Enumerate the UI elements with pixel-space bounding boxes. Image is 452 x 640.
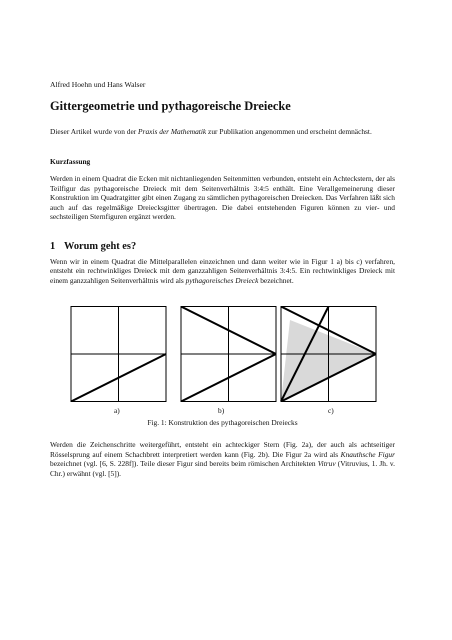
section-heading [50, 241, 136, 252]
note-after: zur Publikation angenommen und erscheint demnächst. [206, 127, 372, 136]
section-term: pythagoreisches Dreieck [185, 275, 259, 285]
body2-part1: Werden die Zeichenschritte weitergeführt, entsteht ein achteckiger Stern (Fig. 2a), der auch als achtseitiger Rösselsprung auf einem Schachbrett interpretiert werden kann (Fig. 2b). Die Figur 2a wird als [50, 440, 395, 459]
figure-caption: Fig. 1: Konstruktion des pythagoreischen Dreiecks [147, 418, 298, 427]
body2-term1: Knauthsche Figur [340, 449, 395, 459]
section-text-before: Wenn wir in einem Quadrat die Mittelparallelen einzeichnen und dann weiter wie in Figur 1 a) bis c) verfahren, entsteht ein rechtwinkliges Dreieck mit dem ganzzahligen Seitenverhältnis 3:4:5. Ein rechtwinkliges Dreieck mit einem ganzzahligen Seitenverhältnis wird als [50, 257, 395, 285]
body2-part3: (Vitruvius, 1. Jh. v. Chr.) erwähnt (vgl. [5]). [50, 459, 395, 478]
panel-c [281, 307, 376, 402]
body2-part2: bezeichnet (vgl. [6, S. 228f]). Teile dieser Figur sind bereits beim römischen Architekten [50, 459, 318, 469]
body-paragraph-2 [50, 440, 395, 478]
panel-a [71, 307, 166, 402]
paper-title: Gittergeometrie und pythagoreische Dreiecke [50, 99, 291, 113]
section-number: 1 [50, 241, 56, 252]
figure-1 [50, 306, 395, 402]
body2-term2: Vitruv [317, 459, 336, 469]
authors: Alfred Hoehn und Hans Walser [50, 80, 146, 89]
publication-note [50, 127, 395, 136]
section-title: Worum geht es? [64, 241, 137, 252]
abstract-text: Werden in einem Quadrat die Ecken mit nichtanliegenden Seitenmitten verbunden, entsteht ein Achteckstern, der als Teilfigur das pythagoreische Dreieck mit dem Seitenverhältnis 3:4:5 enthält. Eine Verallgemeinerung dieser Konstruktion im Quadratgitter gibt einen Zugang zu sämtlichen pythagoreischen Dreiecken. Das Verfahren läßt sich auch auf das regelmäßige Dreiecksgitter übertragen. Die dabei entstehenden Figuren können zu vier- und sechsteiligen Sternfiguren ergänzt werden. [50, 174, 395, 222]
panel-b [181, 307, 276, 402]
label-b: b) [218, 406, 225, 415]
section-paragraph [50, 257, 395, 285]
label-a: a) [114, 406, 120, 415]
section-text-after: bezeichnet. [258, 275, 294, 285]
journal-name: Praxis der Mathematik [138, 127, 207, 136]
abstract-heading: Kurzfassung [50, 157, 91, 166]
note-before: Dieser Artikel wurde von der [50, 127, 139, 136]
label-c: c) [328, 406, 334, 415]
